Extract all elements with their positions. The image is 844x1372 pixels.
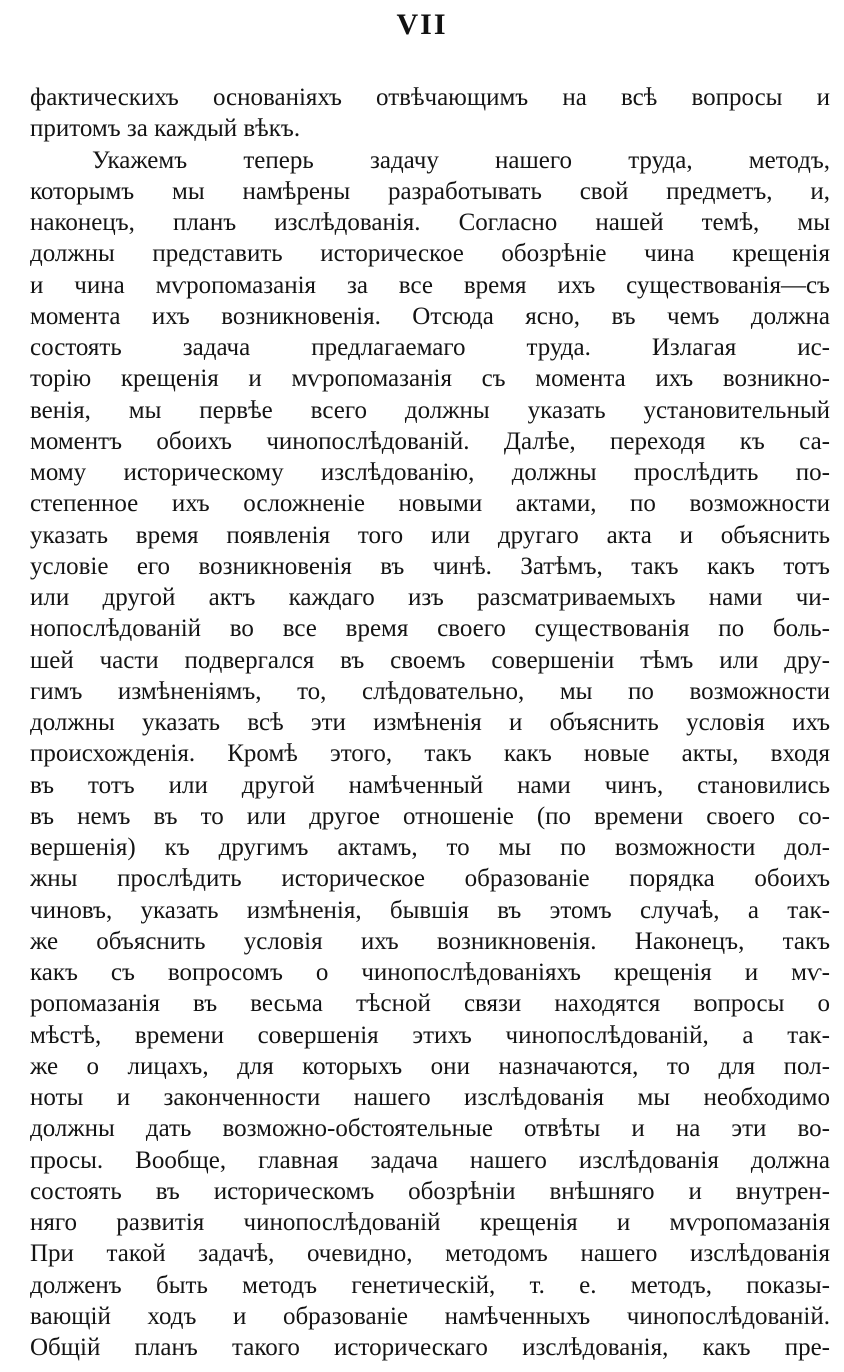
text-line: должны дать возможно-обстоятельные отвѣты и на эти во- — [30, 1115, 830, 1143]
text-line: въ тотъ или другой намѣченный нами чинъ, становились — [30, 771, 830, 799]
text-line: жны прослѣдить историческое образованіе порядка обоихъ — [30, 865, 830, 893]
text-line: же о лицахъ, для которыхъ они назначаются, то для пол- — [30, 1052, 830, 1080]
text-line: просы. Вообще, главная задача нашего изслѣдованія должна — [30, 1146, 830, 1174]
text-line: Укажемъ теперь задачу нашего труда, методъ, — [92, 146, 830, 174]
text-line: фактическихъ основаніяхъ отвѣчающимъ на всѣ вопросы и — [30, 84, 830, 111]
text-line: Общій планъ такого историческаго изслѣдованія, какъ пре- — [30, 1334, 830, 1361]
text-line: долженъ быть методъ генетическій, т. е. методъ, показы- — [30, 1271, 830, 1299]
text-line: степенное ихъ осложненіе новыми актами, по возможности — [30, 490, 830, 518]
text-line: состоять въ историческомъ обозрѣніи внѣшняго и внутрен- — [30, 1177, 830, 1205]
text-line: притомъ за каждый вѣкъ. — [30, 115, 301, 143]
text-line: указать время появленія того или другаго акта и объяснить — [30, 521, 830, 549]
text-line: няго развитія чинопослѣдованій крещенія и мѵропомазанія — [30, 1209, 830, 1236]
text-line: момента ихъ возникновенія. Отсюда ясно, въ чемъ должна — [30, 302, 830, 330]
text-line: шей части подвергался въ своемъ совершеніи тѣмъ или дру- — [30, 646, 830, 674]
text-line: вающій ходъ и образованіе намѣченныхъ чинопослѣдованій. — [30, 1302, 830, 1330]
text-line: вершенія) къ другимъ актамъ, то мы по возможности дол- — [30, 834, 830, 861]
text-line: чиновъ, указать измѣненія, бывшія въ этомъ случаѣ, а так- — [30, 896, 830, 924]
text-line: нопослѣдованій во все время своего существованія по боль- — [30, 615, 830, 643]
text-line: венія, мы первѣе всего должны указать установительный — [30, 396, 830, 424]
text-line: При такой задачѣ, очевидно, методомъ нашего изслѣдованія — [30, 1240, 830, 1268]
text-line: же объяснить условія ихъ возникновенія. Наконецъ, такъ — [30, 927, 830, 955]
text-line: должны представить историческое обозрѣніе чина крещенія — [30, 240, 830, 268]
text-line: мѣстѣ, времени совершенія этихъ чинопослѣдованій, а так- — [30, 1021, 830, 1049]
text-line: какъ съ вопросомъ о чинопослѣдованіяхъ крещенія и мѵ- — [30, 959, 830, 986]
text-line: или другой актъ каждаго изъ разсматриваемыхъ нами чи- — [30, 584, 830, 611]
text-line: должны указать всѣ эти измѣненія и объяснить условія ихъ — [30, 709, 830, 736]
text-line: торію крещенія и мѵропомазанія съ момента ихъ возникно- — [30, 365, 830, 393]
page-number: VII — [396, 8, 448, 41]
text-line: происхожденія. Кромѣ этого, такъ какъ новые акты, входя — [30, 740, 830, 768]
text-line: въ немъ въ то или другое отношеніе (по времени своего со- — [30, 802, 830, 830]
text-line: состоять задача предлагаемаго труда. Излагая ис- — [30, 334, 830, 361]
text-line: и чина мѵропомазанія за все время ихъ существованія—съ — [30, 271, 830, 299]
text-line: ноты и законченности нашего изслѣдованія мы необходимо — [30, 1084, 830, 1111]
text-line: моментъ обоихъ чинопослѣдованій. Далѣе, переходя къ са- — [30, 427, 830, 455]
body-text — [30, 82, 830, 1363]
text-line: ропомазанія въ весьма тѣсной связи находятся вопросы о — [30, 990, 830, 1018]
text-line: гимъ измѣненіямъ, то, слѣдовательно, мы по возможности — [30, 677, 830, 705]
text-line: условіе его возникновенія въ чинѣ. Затѣмъ, такъ какъ тотъ — [30, 552, 830, 580]
text-line: которымъ мы намѣрены разработывать свой предметъ, и, — [30, 177, 830, 205]
text-line: наконецъ, планъ изслѣдованія. Согласно нашей темѣ, мы — [30, 209, 830, 236]
text-line: мому историческому изслѣдованію, должны прослѣдить по- — [30, 459, 830, 486]
